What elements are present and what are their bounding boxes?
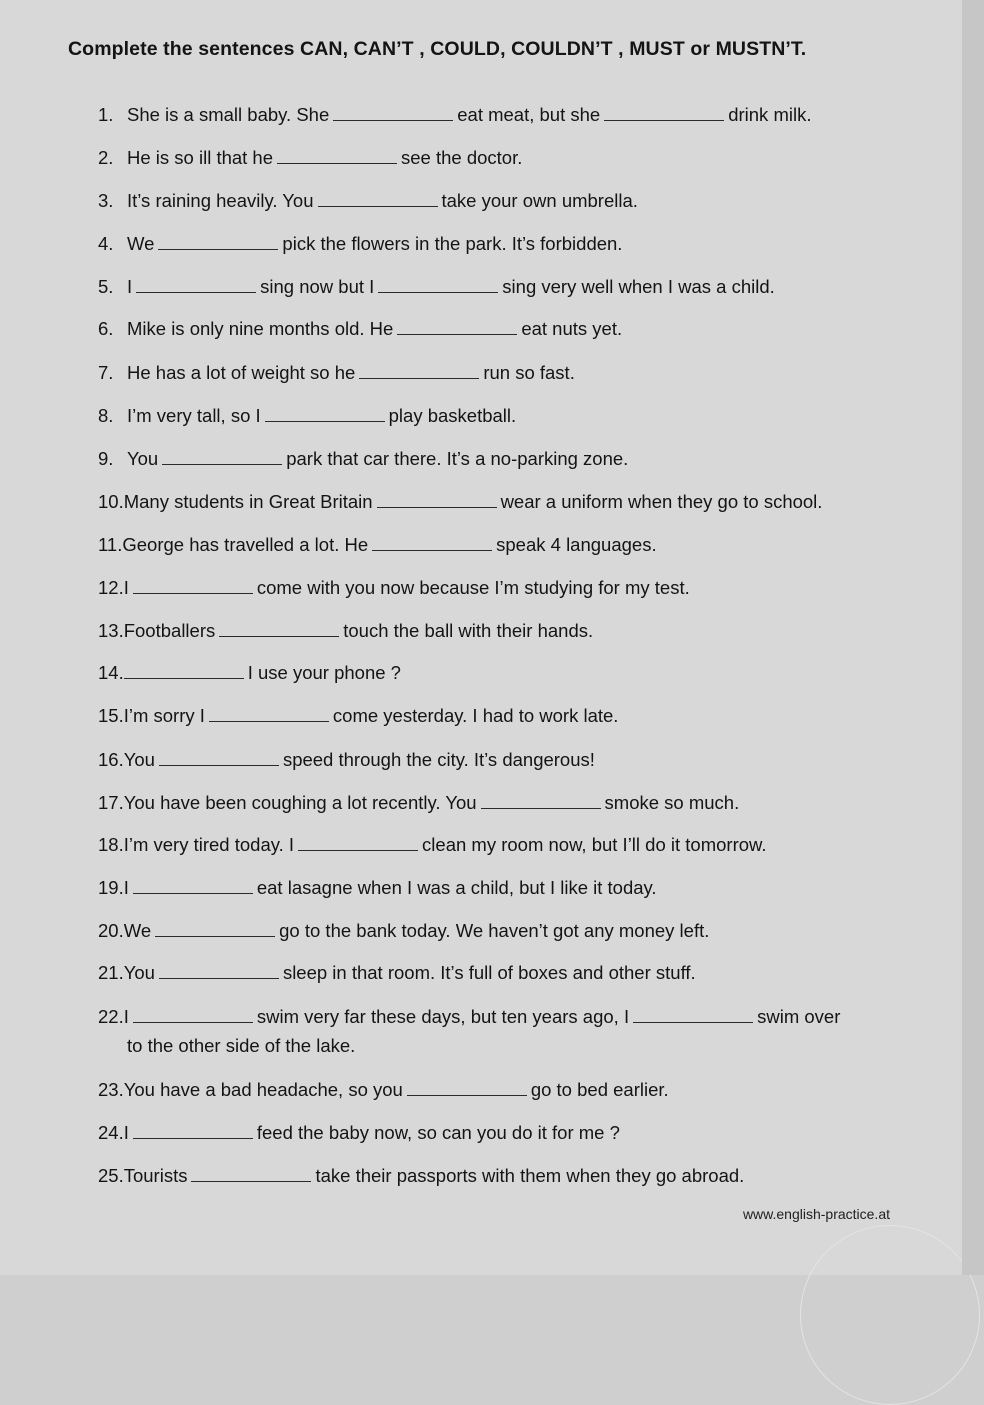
sentence-text: You	[123, 749, 155, 770]
sentence-text: eat nuts yet.	[521, 318, 623, 339]
answer-blank[interactable]	[377, 493, 497, 508]
answer-blank[interactable]	[372, 536, 492, 551]
sentence-text: George has travelled a lot. He	[122, 534, 369, 555]
source-url: www.english-practice.at	[742, 1206, 890, 1222]
sentence-text: I use your phone ?	[247, 662, 401, 683]
sentence-text: I	[127, 276, 133, 297]
answer-blank[interactable]	[265, 407, 385, 422]
sentence-text: You have a bad headache, so you	[123, 1079, 403, 1100]
exercise-item	[98, 788, 928, 817]
exercise-item	[98, 830, 928, 859]
sentence-text: Mike is only nine months old. He	[127, 318, 394, 339]
sentence-text: go to the bank today. We haven’t got any money left.	[279, 920, 710, 941]
item-number: 21.	[98, 962, 124, 983]
item-number: 7.	[98, 362, 114, 383]
item-number: 8.	[98, 405, 114, 426]
sentence-text: take your own umbrella.	[441, 190, 638, 211]
answer-blank[interactable]	[397, 320, 517, 335]
item-number: 10.	[98, 491, 124, 512]
sentence-text: We	[123, 920, 152, 941]
answer-blank[interactable]	[604, 106, 724, 121]
answer-blank[interactable]	[378, 278, 498, 293]
sentence-text: We	[127, 233, 155, 254]
exercise-item	[98, 1161, 928, 1190]
exercise-item	[98, 873, 928, 902]
sentence-text: You have been coughing a lot recently. You	[123, 792, 477, 813]
answer-blank[interactable]	[209, 707, 329, 722]
exercise-item	[98, 701, 928, 730]
answer-blank[interactable]	[219, 622, 339, 637]
sentence-continuation: to the other side of the lake.	[127, 1035, 356, 1056]
sentence-text: I	[123, 1006, 129, 1027]
exercise-item	[98, 916, 928, 945]
item-number: 5.	[98, 276, 114, 297]
sentence-text: Footballers	[123, 620, 216, 641]
sentence-text: She is a small baby. She	[127, 104, 330, 125]
answer-blank[interactable]	[158, 235, 278, 250]
exercise-item	[98, 444, 928, 473]
item-number: 9.	[98, 448, 114, 469]
item-number: 14.	[98, 662, 124, 683]
sentence-text: speak 4 languages.	[496, 534, 657, 555]
exercise-item	[98, 100, 928, 129]
exercise-item	[98, 1118, 928, 1147]
sentence-text: swim very far these days, but ten years ago, I	[256, 1006, 630, 1027]
answer-blank[interactable]	[481, 794, 601, 809]
item-number: 1.	[98, 104, 114, 125]
exercise-item	[98, 186, 928, 215]
exercise-item	[98, 143, 928, 172]
sentence-text: Tourists	[123, 1165, 188, 1186]
item-number: 15.	[98, 705, 124, 726]
sentence-text: see the doctor.	[401, 147, 523, 168]
sentence-text: come with you now because I’m studying for my test.	[256, 577, 690, 598]
exercise-item	[98, 314, 928, 343]
answer-blank[interactable]	[133, 1124, 253, 1139]
page-edge	[962, 0, 984, 1275]
answer-blank[interactable]	[155, 922, 275, 937]
item-number: 20.	[98, 920, 124, 941]
exercise-item	[98, 358, 928, 387]
exercise-item	[98, 658, 928, 687]
answer-blank[interactable]	[318, 192, 438, 207]
item-number: 18.	[98, 834, 124, 855]
sentence-text: swim over	[757, 1006, 841, 1027]
exercise-item	[98, 616, 928, 645]
item-number: 24.	[98, 1122, 124, 1143]
answer-blank[interactable]	[136, 278, 256, 293]
sentence-text: You	[123, 962, 155, 983]
sentence-text: speed through the city. It’s dangerous!	[282, 749, 595, 770]
sentence-text: He has a lot of weight so he	[127, 362, 356, 383]
item-number: 2.	[98, 147, 114, 168]
item-number: 17.	[98, 792, 124, 813]
answer-blank[interactable]	[133, 1008, 253, 1023]
answer-blank[interactable]	[133, 879, 253, 894]
sentence-text: play basketball.	[388, 405, 517, 426]
sentence-text: I	[123, 1122, 129, 1143]
exercise-item	[98, 1075, 928, 1104]
item-number: 25.	[98, 1165, 124, 1186]
answer-blank[interactable]	[277, 149, 397, 164]
item-number: 12.	[98, 577, 124, 598]
exercise-item	[98, 573, 928, 602]
answer-blank[interactable]	[359, 364, 479, 379]
page-curl-shadow	[800, 1225, 980, 1405]
sentence-text: park that car there. It’s a no-parking zone.	[286, 448, 629, 469]
answer-blank[interactable]	[633, 1008, 753, 1023]
answer-blank[interactable]	[298, 836, 418, 851]
item-number: 13.	[98, 620, 124, 641]
sentence-text: pick the flowers in the park. It’s forbidden.	[282, 233, 623, 254]
sentence-text: He is so ill that he	[127, 147, 274, 168]
sentence-text: You	[127, 448, 159, 469]
sentence-text: I	[123, 577, 129, 598]
sentence-text: feed the baby now, so can you do it for me ?	[256, 1122, 620, 1143]
sentence-text: Many students in Great Britain	[123, 491, 373, 512]
item-number: 11.	[98, 534, 123, 555]
sentence-text: I	[123, 877, 129, 898]
answer-blank[interactable]	[162, 450, 282, 465]
sentence-text: drink milk.	[728, 104, 812, 125]
sentence-text: sleep in that room. It’s full of boxes and other stuff.	[282, 962, 696, 983]
sentence-text: smoke so much.	[604, 792, 740, 813]
item-number: 3.	[98, 190, 114, 211]
item-number: 22.	[98, 1006, 124, 1027]
sentence-text: touch the ball with their hands.	[343, 620, 594, 641]
exercise-item	[98, 229, 928, 258]
exercise-item	[98, 487, 928, 516]
exercise-item	[98, 401, 928, 430]
answer-blank[interactable]	[191, 1167, 311, 1182]
sentence-text: eat lasagne when I was a child, but I like it today.	[256, 877, 657, 898]
answer-blank[interactable]	[333, 106, 453, 121]
exercise-item	[98, 272, 928, 301]
exercise-item	[98, 1002, 928, 1056]
answer-blank[interactable]	[133, 579, 253, 594]
exercise-item	[98, 745, 928, 774]
sentence-text: go to bed earlier.	[530, 1079, 669, 1100]
exercise-item	[98, 958, 928, 987]
sentence-text: sing very well when I was a child.	[502, 276, 775, 297]
item-number: 23.	[98, 1079, 124, 1100]
answer-blank[interactable]	[407, 1081, 527, 1096]
sentence-text: take their passports with them when they go abroad.	[315, 1165, 745, 1186]
item-number: 16.	[98, 749, 124, 770]
sentence-text: I’m sorry I	[123, 705, 205, 726]
item-number: 6.	[98, 318, 114, 339]
sentence-text: clean my room now, but I’ll do it tomorrow.	[422, 834, 767, 855]
sentence-text: It’s raining heavily. You	[127, 190, 314, 211]
answer-blank[interactable]	[159, 751, 279, 766]
sentence-text: run so fast.	[483, 362, 575, 383]
sentence-text: come yesterday. I had to work late.	[332, 705, 619, 726]
item-number: 19.	[98, 877, 124, 898]
answer-blank[interactable]	[124, 664, 244, 679]
sentence-text: I’m very tall, so I	[127, 405, 261, 426]
sentence-text: eat meat, but she	[457, 104, 601, 125]
sentence-text: wear a uniform when they go to school.	[500, 491, 823, 512]
sentence-text: sing now but I	[260, 276, 375, 297]
answer-blank[interactable]	[159, 964, 279, 979]
exercise-item	[98, 530, 928, 559]
item-number: 4.	[98, 233, 114, 254]
worksheet-title: Complete the sentences CAN, CAN’T , COULD, COULDN’T , MUST or MUSTN’T.	[68, 38, 807, 60]
sentence-text: I’m very tired today. I	[123, 834, 295, 855]
